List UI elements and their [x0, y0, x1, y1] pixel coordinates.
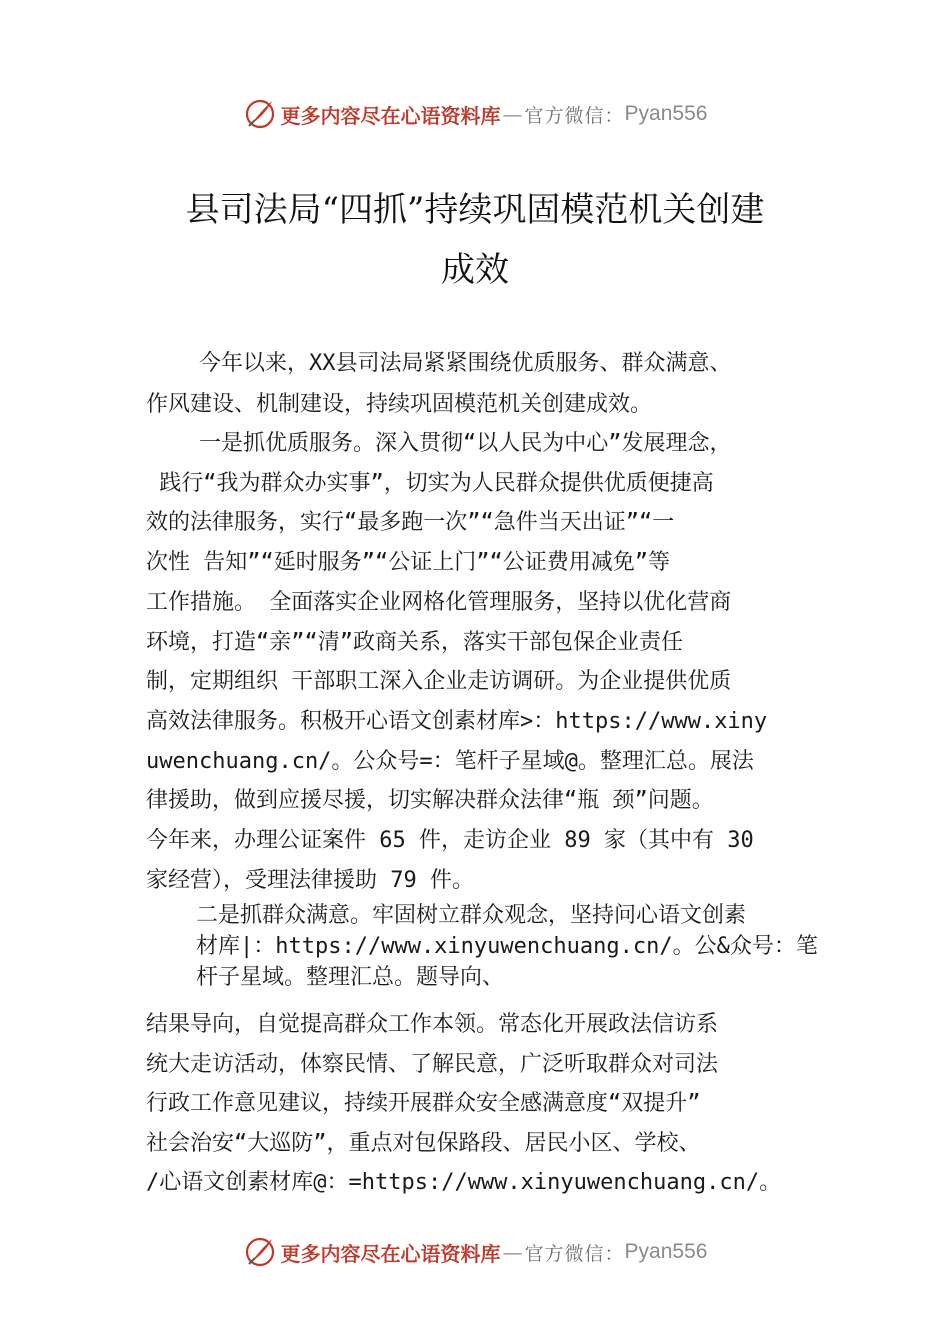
paragraph-public-satisfaction — [196, 900, 896, 993]
paragraph-continuation — [146, 1005, 846, 1203]
banner-label: 官方微信： — [524, 1242, 625, 1265]
text-line: 效的法律服务，实行“最多跑一次”“急件当天出证”“一 — [146, 510, 675, 536]
header-banner — [0, 94, 950, 134]
title-line: 成效 — [441, 250, 509, 290]
quill-logo-icon — [243, 1235, 277, 1269]
text-line: 杆子星域。整理汇总。题导向、 — [196, 965, 505, 990]
banner-separator: — — [502, 1240, 523, 1264]
text-line: 践行“我为群众办实事”，切实为人民群众提供优质便捷高 — [146, 470, 714, 496]
banner-brand: 更多内容尽在心语资料库 — [280, 103, 501, 128]
text-line: 作风建设、机制建设，持续巩固模范机关创建成效。 — [146, 392, 653, 417]
text-line: 今年来，办理公证案件 65 件，走访企业 89 家（其中有 30 — [146, 828, 754, 854]
banner-brand: 更多内容尽在心语资料库 — [280, 1241, 501, 1266]
title-line: 县司法局“四抓”持续巩固模范机关创建 — [185, 190, 765, 230]
text-line: 今年以来，XX县司法局紧紧围绕优质服务、群众满意、 — [146, 351, 732, 376]
text-line: /心语文创素材库@：=https://www.xinyuwenchuang.cn/。 — [146, 1170, 782, 1195]
text-line: 工作措施。 全面落实企业网格化管理服务，坚持以优化营商 — [146, 589, 732, 615]
banner-wechat-id: Pyan556 — [624, 1240, 708, 1263]
text-line: 行政工作意见建议，持续开展群众安全感满意度“双提升” — [146, 1091, 701, 1116]
text-line: uwenchuang.cn/。公众号=：笔杆子星域@。整理汇总。展法 — [146, 748, 754, 774]
text-line: 结果导向，自觉提高群众工作本领。常态化开展政法信访系 — [146, 1012, 719, 1037]
paragraph-quality-service — [146, 424, 846, 900]
banner-label: 官方微信： — [524, 104, 625, 127]
banner-wechat-id: Pyan556 — [624, 102, 708, 125]
quill-logo-icon — [243, 97, 277, 131]
banner-separator: — — [502, 102, 523, 126]
text-line: 家经营），受理法律援助 79 件。 — [146, 867, 474, 893]
text-line: 社会治安“大巡防”，重点对包保路段、居民小区、学校、 — [146, 1130, 701, 1156]
text-line: 高效法律服务。积极开心语文创素材库>：https://www.xiny — [146, 708, 768, 734]
text-line: 材库|：https://www.xinyuwenchuang.cn/。公&众号：笔 — [196, 934, 818, 959]
paragraph-intro — [146, 343, 846, 425]
text-line: 制，定期组织 干部职工深入企业走访调研。为企业提供优质 — [146, 669, 732, 695]
document-title — [0, 180, 950, 300]
text-line: 次性 告知”“延时服务”“公证上门”“公证费用减免”等 — [146, 550, 670, 576]
text-line: 统大走访活动，体察民情、了解民意，广泛听取群众对司法 — [146, 1051, 719, 1077]
text-line: 环境，打造“亲”“清”政商关系，落实干部包保企业责任 — [146, 629, 683, 655]
footer-banner — [0, 1232, 950, 1272]
text-line: 律援助，做到应援尽援，切实解决群众法律“瓶 颈”问题。 — [146, 788, 714, 814]
text-line: 二是抓群众满意。牢固树立群众观念，坚持问心语文创素 — [196, 903, 747, 928]
text-line: 一是抓优质服务。深入贯彻“以人民为中心”发展理念， — [146, 431, 732, 456]
